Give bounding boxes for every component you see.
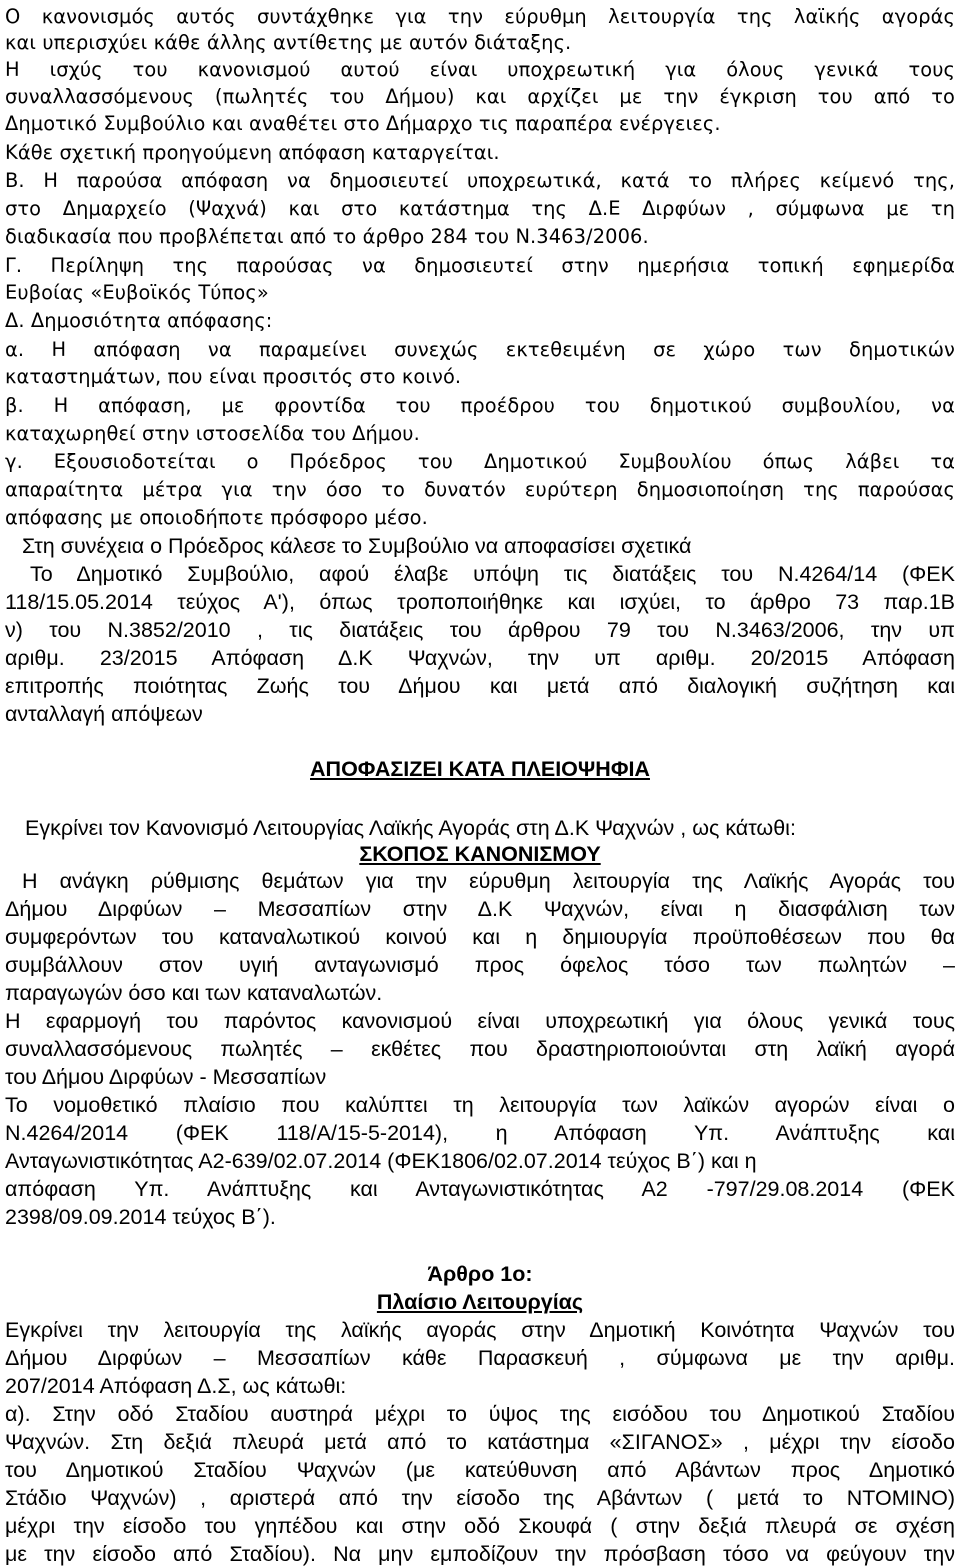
- text-line: Δημοτικό Συμβούλιο και αναθέτει στο Δήμαρχο τις παραπέρα ενέργειες.: [5, 112, 721, 135]
- text-line: Εγκρίνει τον Κανονισμό Λειτουργίας Λαϊκής Αγοράς στη Δ.Κ Ψαχνών , ως κάτωθι:: [25, 816, 796, 840]
- text-line: παραγωγών όσο και των καταναλωτών.: [5, 981, 383, 1005]
- text-line: Ανταγωνιστικότητας Α2-639/02.07.2014 (ΦΕΚ1806/02.07.2014 τεύχος Β΄) και η: [5, 1149, 757, 1173]
- text-line: καταστημάτων, που είναι προσιτός στο κοινό.: [5, 365, 462, 388]
- section-heading-scope: ΣΚΟΠΟΣ ΚΑΝΟΝΙΣΜΟΥ: [359, 842, 601, 866]
- text-line: συμβάλλουν στον υγιή ανταγωνισμό προς όφελος τόσο των πωλητών –: [5, 953, 955, 977]
- text-line: συναλλασσόμενους πωλητές – εκθέτες που δραστηριοποιούνται στη λαϊκή αγορά: [5, 1037, 955, 1061]
- text-line: Το νομοθετικό πλαίσιο που καλύπτει τη λειτουργία των λαϊκών αγορών είναι ο: [5, 1093, 955, 1117]
- text-line: Στάδιο Ψαχνών) , αριστερά από την είσοδο της Αβάντων ( μετά το ΝΤΟΜΙΝΟ): [5, 1486, 955, 1510]
- text-line: συναλλασσόμενους (πωλητές του Δήμου) και αρχίζει με την έγκριση του από το: [5, 85, 955, 108]
- text-line: 118/15.05.2014 τεύχος Α'), όπως τροποποιήθηκε και ισχύει, το άρθρο 73 παρ.1Β: [5, 590, 955, 614]
- text-line: γ. Εξουσιοδοτείται ο Πρόεδρος του Δημοτικού Συμβουλίου όπως λάβει τα: [5, 450, 955, 473]
- text-line: Η εφαρμογή του παρόντος κανονισμού είναι υποχρεωτική για όλους γενικά τους: [5, 1009, 955, 1033]
- text-line: επιτροπής ποιότητας Ζωής του Δήμου και μετά από διαλογική συζήτηση και: [5, 674, 955, 698]
- text-line: β. Η απόφαση, με φροντίδα του προέδρου του δημοτικού συμβουλίου, να: [5, 394, 955, 417]
- text-line: Ο κανονισμός αυτός συντάχθηκε για την εύρυθμη λειτουργία της λαϊκής αγοράς: [5, 5, 955, 28]
- text-line: Στη συνέχεια ο Πρόεδρος κάλεσε το Συμβούλιο να αποφασίσει σχετικά: [22, 534, 692, 558]
- text-line: Εγκρίνει την λειτουργία της λαϊκής αγοράς στην Δημοτική Κοινότητα Ψαχνών του: [5, 1318, 955, 1342]
- text-line: 2398/09.09.2014 τεύχος Β΄).: [5, 1205, 276, 1229]
- text-line: μέχρι την είσοδο του γηπέδου και στην οδό Σκουφά ( στην δεξιά πλευρά σε σχέση: [5, 1514, 955, 1538]
- article-subheading: Πλαίσιο Λειτουργίας: [376, 1290, 584, 1314]
- text-line: απόφαση Υπ. Ανάπτυξης και Ανταγωνιστικότητας Α2 -797/29.08.2014 (ΦΕΚ: [5, 1177, 955, 1201]
- text-line: του Δημοτικού Σταδίου Ψαχνών (με κατεύθυνση από Αβάντων προς Δημοτικό: [5, 1458, 955, 1482]
- text-line: α). Στην οδό Σταδίου αυστηρά μέχρι το ύψος της εισόδου του Δημοτικού Σταδίου: [5, 1402, 955, 1426]
- text-line: Το Δημοτικό Συμβούλιο, αφού έλαβε υπόψη τις διατάξεις του Ν.4264/14 (ΦΕΚ: [30, 562, 955, 586]
- text-line: απαραίτητα μέτρα για την όσο το δυνατόν ευρύτερη δημοσιοποίηση της παρούσας: [5, 478, 955, 501]
- text-line: με την είσοδο από Σταδίου). Να μην εμποδίζουν την πρόσβαση τόσο να φεύγουν την: [5, 1542, 955, 1566]
- text-line: Η ισχύς του κανονισμού αυτού είναι υποχρεωτική για όλους γενικά τους: [5, 58, 955, 81]
- text-line: απόφασης με οποιοδήποτε πρόσφορο μέσο.: [5, 506, 428, 529]
- text-line: καταχωρηθεί στην ιστοσελίδα του Δήμου.: [5, 422, 420, 445]
- text-line: Δ. Δημοσιότητα απόφασης:: [5, 309, 273, 332]
- text-line: ανταλλαγή απόψεων: [5, 702, 203, 726]
- text-line: Δήμου Διρφύων – Μεσσαπίων κάθε Παρασκευή , σύμφωνα με την αριθμ.: [5, 1346, 955, 1370]
- text-line: Ψαχνών. Στη δεξιά πλευρά μετά από το κατάστημα «ΣΙΓΑΝΟΣ» , μέχρι την είσοδο: [5, 1430, 955, 1454]
- text-line: αριθμ. 23/2015 Απόφαση Δ.Κ Ψαχνών, την υπ αριθμ. 20/2015 Απόφαση: [5, 646, 955, 670]
- text-line: Ευβοίας «Ευβοϊκός Τύπος»: [5, 281, 269, 304]
- text-line: ν) του Ν.3852/2010 , τις διατάξεις του άρθρου 79 του Ν.3463/2006, την υπ: [5, 618, 955, 642]
- text-line: διαδικασία που προβλέπεται από το άρθρο 284 του Ν.3463/2006.: [5, 225, 649, 248]
- text-line: Δήμου Διρφύων – Μεσσαπίων στην Δ.Κ Ψαχνών, είναι η διασφάλιση των: [5, 897, 955, 921]
- text-line: Γ. Περίληψη της παρούσας να δημοσιευτεί στην ημερήσια τοπική εφημερίδα: [5, 254, 955, 277]
- text-line: Β. Η παρούσα απόφαση να δημοσιευτεί υποχρεωτικά, κατά το πλήρες κείμενό της,: [5, 169, 955, 192]
- article-heading: Άρθρο 1ο:: [427, 1262, 533, 1286]
- text-line: 207/2014 Απόφαση Δ.Σ, ως κάτωθι:: [5, 1374, 347, 1398]
- text-line: συμφερόντων του καταναλωτικού κοινού και η δημιουργία προϋποθέσεων που θα: [5, 925, 955, 949]
- text-line: Η ανάγκη ρύθμισης θεμάτων για την εύρυθμη λειτουργία της Λαϊκής Αγοράς του: [22, 869, 955, 893]
- text-line: Κάθε σχετική προηγούμενη απόφαση καταργείται.: [5, 141, 500, 164]
- text-line: του Δήμου Διρφύων - Μεσσαπίων: [5, 1065, 327, 1089]
- text-line: και υπερισχύει κάθε άλλης αντίθετης με αυτόν διάταξης.: [5, 31, 572, 54]
- text-line: στο Δημαρχείο (Ψαχνά) και στο κατάστημα της Δ.Ε Διρφύων , σύμφωνα με τη: [5, 197, 955, 220]
- text-line: α. Η απόφαση να παραμείνει συνεχώς εκτεθειμένη σε χώρο των δημοτικών: [5, 338, 955, 361]
- decision-heading: ΑΠΟΦΑΣΙΖΕΙ ΚΑΤΑ ΠΛΕΙΟΨΗΦΙΑ: [310, 757, 650, 781]
- text-line: Ν.4264/2014 (ΦΕΚ 118/Α/15-5-2014), η Απόφαση Υπ. Ανάπτυξης και: [5, 1121, 955, 1145]
